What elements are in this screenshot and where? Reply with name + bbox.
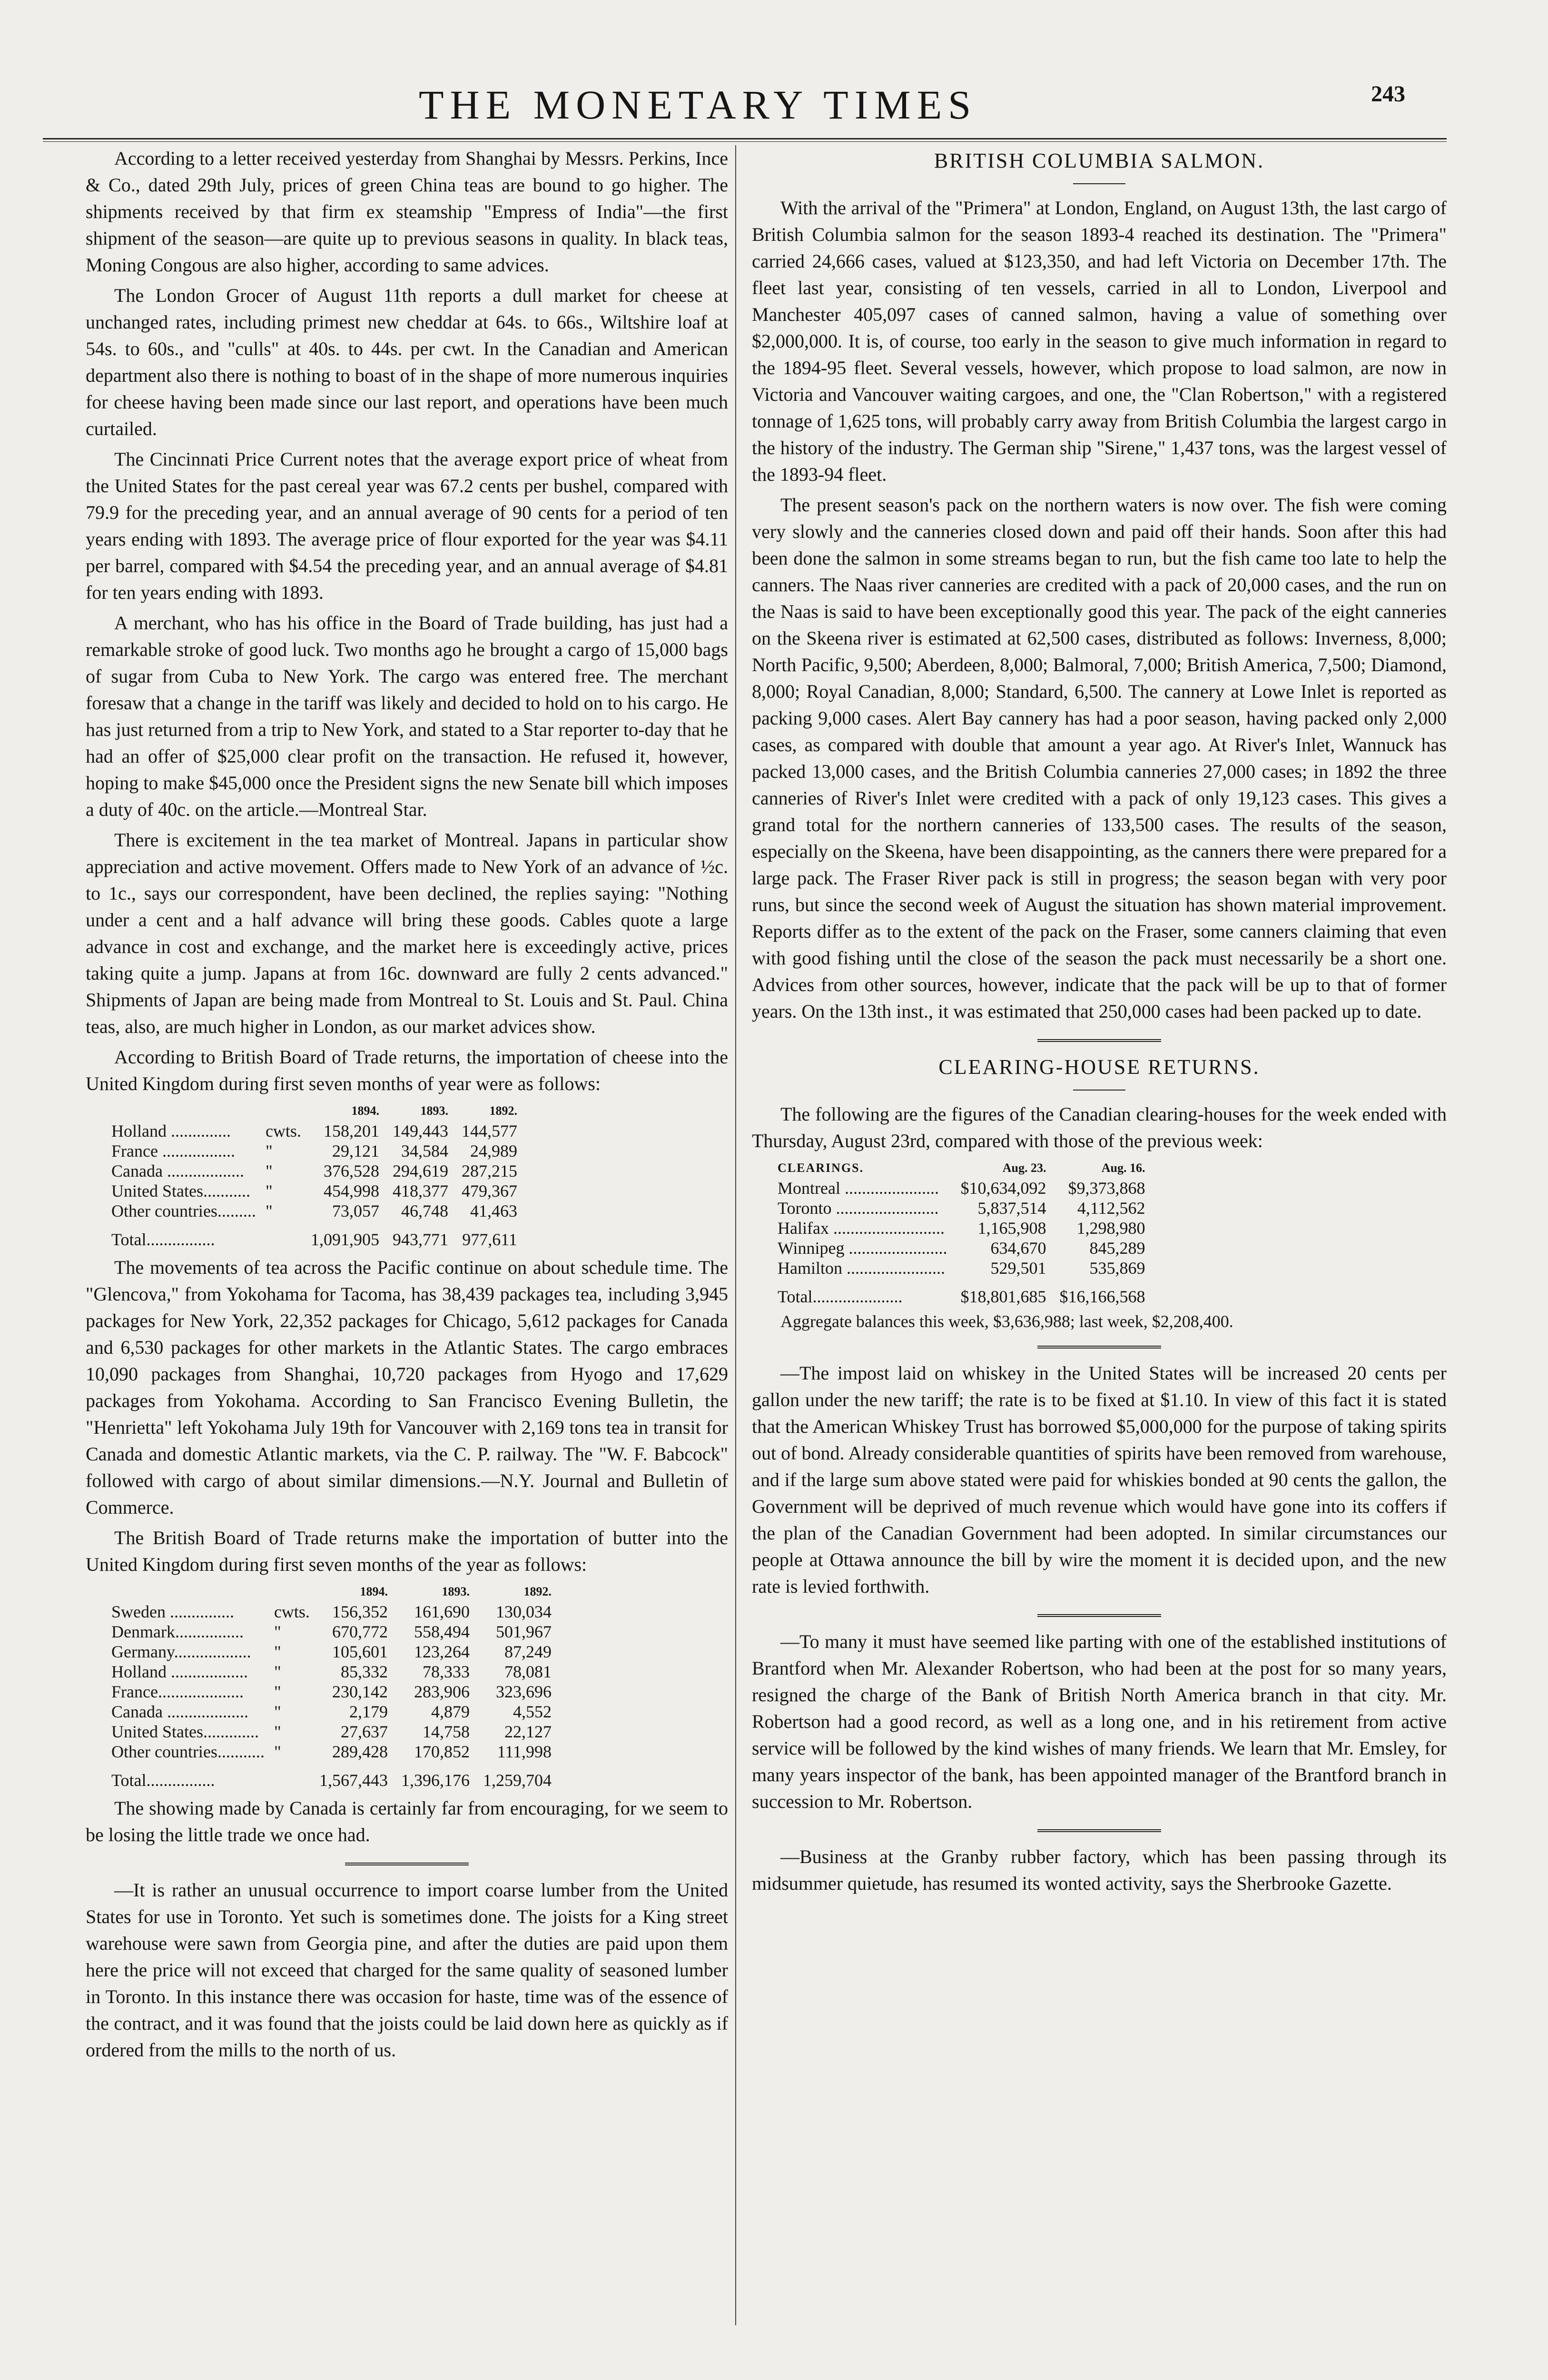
cell-value: 78,081 <box>504 1662 552 1681</box>
row-country: United States............. <box>111 1722 259 1741</box>
table-total-row <box>105 1762 558 1790</box>
cell-value: 156,352 <box>332 1602 388 1621</box>
cell-value: 161,690 <box>414 1602 470 1621</box>
row-unit: cwts. <box>274 1602 310 1621</box>
aggregate-balances: Aggregate balances this week, $3,636,988; last week, $2,208,400. <box>780 1312 1233 1331</box>
row-country: Canada .................. <box>111 1161 244 1180</box>
article-whiskey-impost: —The impost laid on whiskey in the United States will be increased 20 cents per gallon under the new tariff; the rate is to be fixed at $1.10. In view of this fact it is stated that the American Whiskey Trust has borrowed $5,000,000 for the purpose of taking spirits out of bond. Already considerable quantities of spirits have been removed from warehouse, and if the large sum above stated were paid for whiskies bonded at 90 cents the gallon, the Government will be deprived of much revenue which would have gone into its coffers if the plan of the Canadian Government had been adopted. In similar circumstances our people at Ottawa announce the bill by wire the moment it is decided upon, and the new rate is levied forthwith. <box>752 1362 1447 1597</box>
row-city: Winnipeg ....................... <box>778 1239 947 1258</box>
cell-value: 501,967 <box>495 1622 552 1641</box>
row-country: Other countries........... <box>111 1742 265 1761</box>
row-city: Hamilton ....................... <box>778 1259 945 1278</box>
cell-value: 4,879 <box>431 1702 470 1721</box>
salmon-section-title: BRITISH COLUMBIA SALMON. <box>934 149 1265 172</box>
table-row <box>105 1682 558 1702</box>
column-header: 1892. <box>523 1585 552 1598</box>
table-row <box>105 1121 524 1141</box>
table-total-row <box>105 1221 524 1250</box>
cell-value: 1,259,704 <box>483 1771 552 1790</box>
row-unit: " <box>274 1722 281 1741</box>
cell-value: 4,552 <box>513 1702 552 1721</box>
cell-value: 670,772 <box>332 1622 388 1641</box>
row-unit: " <box>274 1662 281 1681</box>
article-canada-butter-note: The showing made by Canada is certainly far from encouraging, for we seem to be losing the little trade we once had. <box>86 1797 728 1845</box>
cell-value: 454,998 <box>323 1181 379 1200</box>
total-label: Total..................... <box>778 1287 903 1306</box>
row-unit: " <box>274 1702 281 1721</box>
butter-import-table <box>105 1582 558 1790</box>
cell-value: 535,869 <box>1089 1259 1145 1278</box>
row-unit: " <box>274 1682 281 1701</box>
article-granby-rubber: —Business at the Granby rubber factory, which has been passing through its midsummer quietude, has resumed its wonted activity, says the Sherbrooke Gazette. <box>752 1846 1447 1894</box>
column-header: Aug. 16. <box>1101 1161 1145 1175</box>
cell-value: 2,179 <box>349 1702 388 1721</box>
masthead-rule <box>43 138 1447 142</box>
table-row <box>105 1161 524 1181</box>
cell-value: 111,998 <box>497 1742 552 1761</box>
cell-value: 29,121 <box>332 1141 379 1160</box>
table-row <box>105 1722 558 1742</box>
cell-value: 1,396,176 <box>401 1771 470 1790</box>
section-divider <box>1037 1346 1161 1350</box>
row-city: Montreal ...................... <box>778 1179 939 1198</box>
total-label: Total................ <box>111 1771 215 1790</box>
cell-value: 4,112,562 <box>1077 1199 1145 1218</box>
table-row <box>105 1622 558 1642</box>
cell-value: 22,127 <box>504 1722 552 1741</box>
cell-value: 27,637 <box>340 1722 388 1741</box>
article-brantford-bank: —To many it must have seemed like parting with one of the established institutions of Brantford when Mr. Alexander Robertson, who had been at the post for so many years, resigned the charge of the Bank of British North America branch in that city. Mr. Robertson had a good record, as well as a long one, and in his retirement from active service will be followed by the kind wishes of many friends. We learn that Mr. Emsley, for many years inspector of the bank, has been appointed manager of the Brantford branch in succession to Mr. Robertson. <box>752 1631 1447 1812</box>
cell-value: 170,852 <box>414 1742 470 1761</box>
article-salmon-primera: With the arrival of the "Primera" at London, England, on August 13th, the last cargo of British Columbia salmon for the season 1893-4 reached its destination. The "Primera" carried 24,666 cases, valued at $123,350, and had left Victoria on December 17th. The fleet last year, consisting of ten vessels, carried in all to London, Liverpool and Manchester 405,097 cases of canned salmon, having a value of something over $2,000,000. It is, of course, too early in the season to give much information in regard to the 1894-95 fleet. Several vessels, however, which propose to load salmon, are now in Victoria and Vancouver waiting cargoes, and one, the "Clan Robertson," with a registered tonnage of 1,625 tons, will probably carry away from British Columbia the largest cargo in the history of the industry. The German ship "Sirene," 1,437 tons, was the largest vessel of the 1893-94 fleet. <box>752 197 1447 485</box>
cell-value: 14,758 <box>422 1722 470 1741</box>
cell-value: 5,837,514 <box>977 1199 1046 1218</box>
cell-value: 85,332 <box>340 1662 388 1681</box>
table-row <box>771 1258 1152 1278</box>
row-unit: " <box>274 1742 281 1761</box>
cheese-import-table <box>105 1101 524 1250</box>
column-header: Aug. 23. <box>1002 1161 1046 1175</box>
row-country: Germany.................. <box>111 1642 251 1661</box>
cell-value: 376,528 <box>323 1161 379 1180</box>
cell-value: 105,601 <box>332 1642 388 1661</box>
page-number: 243 <box>1371 81 1405 107</box>
row-unit: " <box>265 1201 273 1220</box>
cell-value: 1,298,980 <box>1076 1219 1145 1238</box>
article-sugar-merchant: A merchant, who has his office in the Board of Trade building, has just had a remarkable stroke of good luck. Two months ago he brought a cargo of 15,000 bags of sugar from Cuba to New York. The cargo was entered free. The merchant foresaw that a change in the tariff was likely and decided to hold on to his cargo. He has just returned from a trip to New York, and stated to a Star reporter to-day that he had an offer of $25,000 clear profit on the transaction. He refused it, however, hoping to make $45,000 once the President signs the new Senate bill which imposes a duty of 40c. on the article.—Montreal Star. <box>86 612 728 820</box>
article-cincinnati-wheat: The Cincinnati Price Current notes that the average export price of wheat from the United States for the past cereal year was 67.2 cents per bushel, compared with 79.9 for the preceding year, and an annual average of 90 cents for a period of ten years ending with 1893. The average price of flour exported for the year was $4.11 per barrel, compared with $4.54 the preceding year, and an annual average of $4.81 for ten years ending with 1893. <box>86 448 728 603</box>
row-country: Other countries......... <box>111 1201 256 1220</box>
cell-value: 41,463 <box>470 1201 517 1220</box>
column-header: 1894. <box>360 1585 388 1598</box>
cell-value: 130,034 <box>495 1602 552 1621</box>
row-unit: cwts. <box>265 1121 301 1140</box>
masthead <box>0 81 1548 138</box>
clearing-intro: The following are the figures of the Canadian clearing-houses for the week ended with Thursday, August 23rd, compared with those of the previous week: <box>752 1103 1447 1151</box>
cell-value: 158,201 <box>323 1121 379 1140</box>
section-divider <box>1037 1614 1161 1619</box>
cell-value: 479,367 <box>461 1181 517 1200</box>
column-header: CLEARINGS. <box>778 1161 864 1175</box>
cell-value: 558,494 <box>414 1622 470 1641</box>
cell-value: 123,264 <box>414 1642 470 1661</box>
table-row <box>105 1742 558 1762</box>
cell-value: 1,091,905 <box>310 1230 379 1249</box>
total-label: Total................ <box>111 1230 215 1249</box>
article-salmon-pack: The present season's pack on the northern waters is now over. The fish were coming very slowly and the canneries closed down and paid off their hands. Soon after this had been done the salmon in some streams began to run, but the fish came too late to help the canners. The Naas river canneries are credited with a pack of 20,000 cases, and the run on the Naas is said to have been exceptionally good this year. The pack of the eight canneries on the Skeena river is estimated at 62,500 cases, distributed as follows: Inverness, 8,000; North Pacific, 9,500; Aberdeen, 8,000; Balmoral, 7,000; British America, 7,500; Diamond, 8,000; Royal Canadian, 8,000; Standard, 6,500. The cannery at Lowe Inlet is reported as packing 9,000 cases. Alert Bay cannery has had a poor season, having packed only 2,000 cases, as compared with double that amount a year ago. At River's Inlet, Wannuck has packed 13,000 cases, and the British Columbia canneries 27,000 cases; in 1892 the three canneries of River's Inlet were credited with a pack of only 19,123 cases. This gives a grand total for the northern canneries of 133,500 cases. The results of the season, especially on the Skeena, have been disappointing, as the canners there were prepared for a large pack. The Fraser River pack is still in progress; the season began with very poor runs, but since the second week of August the situation has shown material improvement. Reports differ as to the extent of the pack on the Fraser, some canners claiming that even with good fishing until the close of the season the pack must necessarily be a short one. Advices from other sources, however, indicate that the pack will be up to that of former years. On the 13th inst., it was estimated that 250,000 cases had been packed up to date. <box>752 494 1447 1022</box>
cell-value: 1,567,443 <box>319 1771 388 1790</box>
row-country: United States........... <box>111 1181 250 1200</box>
cell-value: 144,577 <box>461 1121 517 1140</box>
table-row <box>105 1201 524 1221</box>
article-pacific-tea: The movements of tea across the Pacific continue on about schedule time. The "Glencova," from Yokohama for Tacoma, has 38,439 packages tea, including 3,945 packages for New York, 22,352 packages for Chicago, 5,612 packages for Canada and 6,530 packages for other markets in the Atlantic States. The cargo embraces 10,090 packages from Shanghai, 10,720 packages from Hyogo and 17,629 packages from Yokohama. According to San Francisco Evening Bulletin, the "Henrietta" left Yokohama July 19th for Vancouver with 2,169 tons tea in transit for Canada and domestic Atlantic markets, via the C. P. railway. The "W. F. Babcock" followed with cargo of about similar dimensions.—N.Y. Journal and Bulletin of Commerce. <box>86 1257 728 1518</box>
article-cheese-imports-intro: According to British Board of Trade returns, the importation of cheese into the United Kingdom during first seven months of year were as follows: <box>86 1046 728 1094</box>
cell-value: $16,166,568 <box>1059 1287 1145 1306</box>
article-london-cheese: The London Grocer of August 11th reports a dull market for cheese at unchanged rates, including primest new cheddar at 64s. to 66s., Wiltshire loaf at 54s. to 60s., and "culls" at 40s. to 44s. per cwt. In the Canadian and American department also there is nothing to boast of in the shape of more numerous inquiries for cheese having been made since our last report, and operations have been much curtailed. <box>86 285 728 439</box>
article-georgia-lumber: —It is rather an unusual occurrence to import coarse lumber from the United States for use in Toronto. Yet such is sometimes done. The joists for a King street warehouse were sawn from Georgia pine, and after the duties are paid upon them here the price will not exceed that charged for the same quality of seasoned lumber in Toronto. In this instance there was occasion for haste, time was of the essence of the contract, and it was found that the joists could be laid down here as quickly as if ordered from the mills to the north of us. <box>86 1879 728 2061</box>
publication-title: THE MONETARY TIMES <box>419 82 977 128</box>
row-city: Toronto ........................ <box>778 1199 939 1218</box>
cell-value: 845,289 <box>1089 1239 1145 1258</box>
row-unit: " <box>265 1181 273 1200</box>
cell-value: $9,373,868 <box>1068 1179 1145 1198</box>
column-header: 1892. <box>489 1104 517 1118</box>
clearing-section-title: CLEARING-HOUSE RETURNS. <box>938 1055 1260 1079</box>
section-divider <box>1037 1039 1161 1044</box>
cell-value: 418,377 <box>392 1181 448 1200</box>
table-row <box>105 1662 558 1682</box>
row-country: France.................... <box>111 1682 244 1701</box>
row-unit: " <box>274 1642 281 1661</box>
left-column <box>86 145 728 2067</box>
cell-value: 287,215 <box>461 1161 517 1180</box>
row-country: Canada ................... <box>111 1702 248 1721</box>
table-row <box>771 1218 1152 1238</box>
cell-value: 294,619 <box>392 1161 448 1180</box>
cell-value: 78,333 <box>422 1662 470 1681</box>
article-shanghai-teas: According to a letter received yesterday from Shanghai by Messrs. Perkins, Ince & Co., dated 29th July, prices of green China teas are bound to go higher. The shipments received by that firm ex steamship "Empress of India"—the first shipment of the season—are quite up to previous seasons in quality. In black teas, Moning Congous are also higher, according to same advices. <box>86 148 728 276</box>
cell-value: 977,611 <box>462 1230 517 1249</box>
cell-value: 149,443 <box>392 1121 448 1140</box>
article-butter-imports-intro: The British Board of Trade returns make the importation of butter into the United Kingdom during first seven months of the year as follows: <box>86 1527 728 1575</box>
cell-value: 24,989 <box>470 1141 517 1160</box>
cell-value: 34,584 <box>401 1141 448 1160</box>
cell-value: $10,634,092 <box>960 1179 1046 1198</box>
column-header: 1894. <box>351 1104 379 1118</box>
row-country: Sweden ............... <box>111 1602 234 1621</box>
row-unit: " <box>265 1161 273 1180</box>
cell-value: 289,428 <box>332 1742 388 1761</box>
table-row <box>105 1642 558 1662</box>
cell-value: 529,501 <box>990 1259 1046 1278</box>
table-row <box>771 1178 1152 1198</box>
title-rule <box>1073 1090 1125 1091</box>
table-row <box>105 1141 524 1161</box>
cell-value: 283,906 <box>414 1682 470 1701</box>
title-rule <box>1073 183 1125 184</box>
row-unit: " <box>274 1622 281 1641</box>
row-country: France ................. <box>111 1141 235 1160</box>
row-country: Holland .................. <box>111 1662 248 1681</box>
row-unit: " <box>265 1141 273 1160</box>
cell-value: 230,142 <box>332 1682 388 1701</box>
table-row <box>771 1198 1152 1218</box>
table-row <box>105 1181 524 1201</box>
cell-value: 943,771 <box>392 1230 448 1249</box>
article-montreal-tea-market: There is excitement in the tea market of Montreal. Japans in particular show appreciation and active movement. Offers made to New York of an advance of ½c. to 1c., says our correspondent, have been declined, the replies saying: "Nothing under a cent and a half advance will bring these goods. Cables quote a large advance in cost and exchange, and the market here is exceedingly active, prices taking quite a jump. Japans at from 16c. downward are fully 2 cents advanced." Shipments of Japan are being made from Montreal to St. Louis and St. Paul. China teas, also, are much higher in London, as our market advices show. <box>86 829 728 1037</box>
cell-value: 634,670 <box>990 1239 1046 1258</box>
row-city: Halifax .......................... <box>778 1219 945 1238</box>
cell-value: $18,801,685 <box>960 1287 1046 1306</box>
cell-value: 1,165,908 <box>977 1219 1046 1238</box>
cell-value: 323,696 <box>495 1682 552 1701</box>
table-row <box>105 1602 558 1622</box>
table-row <box>105 1702 558 1722</box>
right-column <box>752 145 1447 1901</box>
clearing-house-table <box>771 1158 1152 1307</box>
row-country: Holland .............. <box>111 1121 231 1140</box>
cell-value: 46,748 <box>401 1201 448 1220</box>
cell-value: 87,249 <box>504 1642 552 1661</box>
section-divider <box>345 1863 469 1867</box>
column-header: 1893. <box>420 1104 448 1118</box>
table-total-row <box>771 1278 1152 1307</box>
row-country: Denmark................ <box>111 1622 244 1641</box>
column-header: 1893. <box>442 1585 470 1598</box>
section-divider <box>1037 1829 1161 1834</box>
table-row <box>771 1238 1152 1258</box>
column-divider <box>735 145 736 2325</box>
cell-value: 73,057 <box>332 1201 379 1220</box>
